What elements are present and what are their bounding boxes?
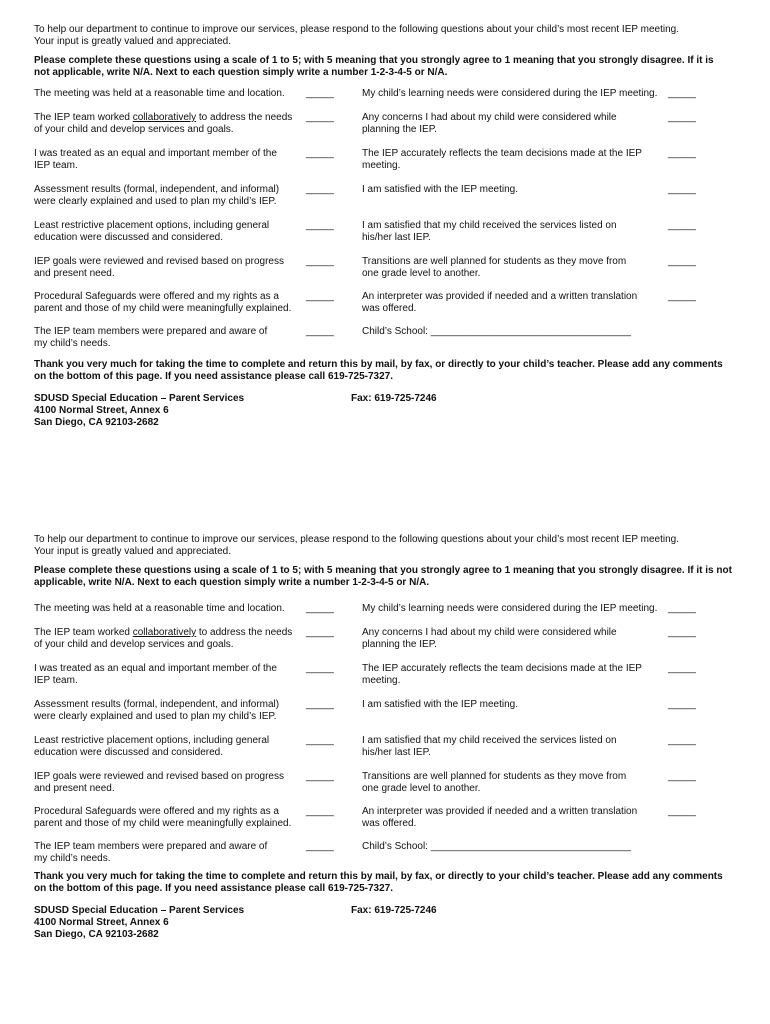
answer-blank[interactable]: _____ bbox=[306, 256, 334, 267]
question-left-4: Assessment results (formal, independent, and informal) were clearly explained and used to plan my child’s IEP. bbox=[34, 699, 280, 722]
answer-blank[interactable]: _____ bbox=[306, 184, 334, 195]
question-left-7: Procedural Safeguards were offered and my rights as a parent and those of my child were meaningfully explained. bbox=[34, 291, 292, 314]
survey-form-2 bbox=[34, 534, 740, 941]
question-left-6: IEP goals were reviewed and revised based on progress and present need. bbox=[34, 256, 284, 279]
answer-blank[interactable]: _____ bbox=[668, 88, 696, 99]
childs-school-field[interactable]: Child’s School: ____________________________________ bbox=[362, 326, 631, 337]
intro-text bbox=[34, 534, 740, 558]
contact-name: SDUSD Special Education – Parent Services bbox=[34, 905, 245, 916]
intro-line-2: Your input is greatly valued and appreciated. bbox=[34, 36, 231, 47]
answer-blank[interactable]: _____ bbox=[668, 220, 696, 231]
answer-blank[interactable]: _____ bbox=[306, 735, 334, 746]
instructions-line-2: not applicable, write N/A. Next to each question simply write a number 1-2-3-4-5 or N/A. bbox=[34, 67, 448, 78]
answer-blank[interactable]: _____ bbox=[306, 771, 334, 782]
intro-line-1: To help our department to continue to improve our services, please respond to the following questions about your child’s most recent IEP meeting. bbox=[34, 24, 679, 35]
question-left-5: Least restrictive placement options, including general education were discussed and considered. bbox=[34, 220, 270, 243]
answer-blank[interactable]: _____ bbox=[668, 663, 696, 674]
contact-city: San Diego, CA 92103-2682 bbox=[34, 929, 159, 940]
question-right-4: I am satisfied with the IEP meeting. bbox=[362, 184, 519, 195]
answer-blank[interactable]: _____ bbox=[306, 603, 334, 614]
thanks-line-1: Thank you very much for taking the time to complete and return this by mail, by fax, or directly to your child’s teacher. Please add any comments bbox=[34, 359, 723, 370]
instructions-line-1: Please complete these questions using a scale of 1 to 5; with 5 meaning that you strongly agree to 1 meaning that you strongly disagree. If it is bbox=[34, 55, 714, 66]
thanks-note bbox=[34, 359, 740, 383]
contact-block bbox=[34, 905, 740, 941]
question-left-8: The IEP team members were prepared and aware of my child’s needs. bbox=[34, 326, 268, 349]
answer-blank[interactable]: _____ bbox=[306, 663, 334, 674]
answer-blank[interactable]: _____ bbox=[306, 88, 334, 99]
question-right-5: I am satisfied that my child received the services listed on his/her last IEP. bbox=[362, 220, 617, 243]
intro-text bbox=[34, 24, 740, 48]
answer-blank[interactable]: _____ bbox=[668, 148, 696, 159]
question-left-1: The meeting was held at a reasonable time and location. bbox=[34, 603, 285, 614]
question-left-2: The IEP team worked collaboratively to address the needs of your child and develop services and goals. bbox=[34, 112, 293, 135]
intro-line-2: Your input is greatly valued and appreciated. bbox=[34, 546, 231, 557]
question-left-7: Procedural Safeguards were offered and my rights as a parent and those of my child were meaningfully explained. bbox=[34, 806, 292, 829]
answer-blank[interactable]: _____ bbox=[306, 291, 334, 302]
answer-blank[interactable]: _____ bbox=[668, 603, 696, 614]
question-left-5: Least restrictive placement options, including general education were discussed and considered. bbox=[34, 735, 270, 758]
question-right-6: Transitions are well planned for students as they move from one grade level to another. bbox=[362, 771, 627, 794]
question-right-1: My child’s learning needs were considered during the IEP meeting. bbox=[362, 88, 658, 99]
question-left-8: The IEP team members were prepared and aware of my child’s needs. bbox=[34, 841, 268, 864]
question-right-7: An interpreter was provided if needed and a written translation was offered. bbox=[362, 291, 638, 314]
intro-line-1: To help our department to continue to improve our services, please respond to the following questions about your child’s most recent IEP meeting. bbox=[34, 534, 679, 545]
question-left-1: The meeting was held at a reasonable time and location. bbox=[34, 88, 285, 99]
question-left-3: I was treated as an equal and important member of the IEP team. bbox=[34, 663, 277, 686]
question-right-6: Transitions are well planned for students as they move from one grade level to another. bbox=[362, 256, 627, 279]
question-left-6: IEP goals were reviewed and revised based on progress and present need. bbox=[34, 771, 284, 794]
question-right-4: I am satisfied with the IEP meeting. bbox=[362, 699, 519, 710]
answer-blank[interactable]: _____ bbox=[668, 291, 696, 302]
answer-blank[interactable]: _____ bbox=[668, 735, 696, 746]
instructions-line-1: Please complete these questions using a scale of 1 to 5; with 5 meaning that you strongly agree to 1 meaning that you strongly disagree. If it is not bbox=[34, 565, 732, 576]
thanks-note bbox=[34, 871, 740, 895]
answer-blank[interactable]: _____ bbox=[306, 148, 334, 159]
question-right-3: The IEP accurately reflects the team decisions made at the IEP meeting. bbox=[362, 148, 642, 171]
answer-blank[interactable]: _____ bbox=[306, 627, 334, 638]
contact-fax: Fax: 619-725-7246 bbox=[351, 905, 437, 916]
question-right-5: I am satisfied that my child received the services listed on his/her last IEP. bbox=[362, 735, 617, 758]
instructions bbox=[34, 55, 740, 79]
childs-school-field[interactable]: Child’s School: ____________________________________ bbox=[362, 841, 631, 852]
thanks-line-2: on the bottom of this page. If you need assistance please call 619-725-7327. bbox=[34, 371, 394, 382]
instructions bbox=[34, 565, 740, 589]
question-left-4: Assessment results (formal, independent, and informal) were clearly explained and used to plan my child’s IEP. bbox=[34, 184, 280, 207]
contact-name: SDUSD Special Education – Parent Services bbox=[34, 393, 245, 404]
answer-blank[interactable]: _____ bbox=[668, 627, 696, 638]
answer-blank[interactable]: _____ bbox=[306, 220, 334, 231]
answer-blank[interactable]: _____ bbox=[668, 256, 696, 267]
contact-city: San Diego, CA 92103-2682 bbox=[34, 417, 159, 428]
question-right-3: The IEP accurately reflects the team decisions made at the IEP meeting. bbox=[362, 663, 642, 686]
answer-blank[interactable]: _____ bbox=[306, 112, 334, 123]
survey-form-1 bbox=[34, 24, 740, 429]
question-right-1: My child’s learning needs were considered during the IEP meeting. bbox=[362, 603, 658, 614]
instructions-line-2: applicable, write N/A. Next to each question simply write a number 1-2-3-4-5 or N/A. bbox=[34, 577, 430, 588]
contact-fax: Fax: 619-725-7246 bbox=[351, 393, 437, 404]
answer-blank[interactable]: _____ bbox=[668, 184, 696, 195]
answer-blank[interactable]: _____ bbox=[668, 112, 696, 123]
question-grid bbox=[34, 88, 740, 354]
answer-blank[interactable]: _____ bbox=[668, 771, 696, 782]
question-left-3: I was treated as an equal and important member of the IEP team. bbox=[34, 148, 277, 171]
thanks-line-1: Thank you very much for taking the time to complete and return this by mail, by fax, or directly to your child’s teacher. Please add any comments bbox=[34, 871, 723, 882]
contact-street: 4100 Normal Street, Annex 6 bbox=[34, 917, 169, 928]
contact-block bbox=[34, 393, 740, 429]
question-right-2: Any concerns I had about my child were considered while planning the IEP. bbox=[362, 627, 617, 650]
question-grid bbox=[34, 603, 740, 869]
thanks-line-2: on the bottom of this page. If you need assistance please call 619-725-7327. bbox=[34, 883, 394, 894]
contact-street: 4100 Normal Street, Annex 6 bbox=[34, 405, 169, 416]
question-left-2: The IEP team worked collaboratively to address the needs of your child and develop services and goals. bbox=[34, 627, 293, 650]
answer-blank[interactable]: _____ bbox=[668, 806, 696, 817]
answer-blank[interactable]: _____ bbox=[306, 326, 334, 337]
question-right-7: An interpreter was provided if needed and a written translation was offered. bbox=[362, 806, 638, 829]
answer-blank[interactable]: _____ bbox=[668, 699, 696, 710]
question-right-2: Any concerns I had about my child were considered while planning the IEP. bbox=[362, 112, 617, 135]
answer-blank[interactable]: _____ bbox=[306, 841, 334, 852]
answer-blank[interactable]: _____ bbox=[306, 806, 334, 817]
answer-blank[interactable]: _____ bbox=[306, 699, 334, 710]
